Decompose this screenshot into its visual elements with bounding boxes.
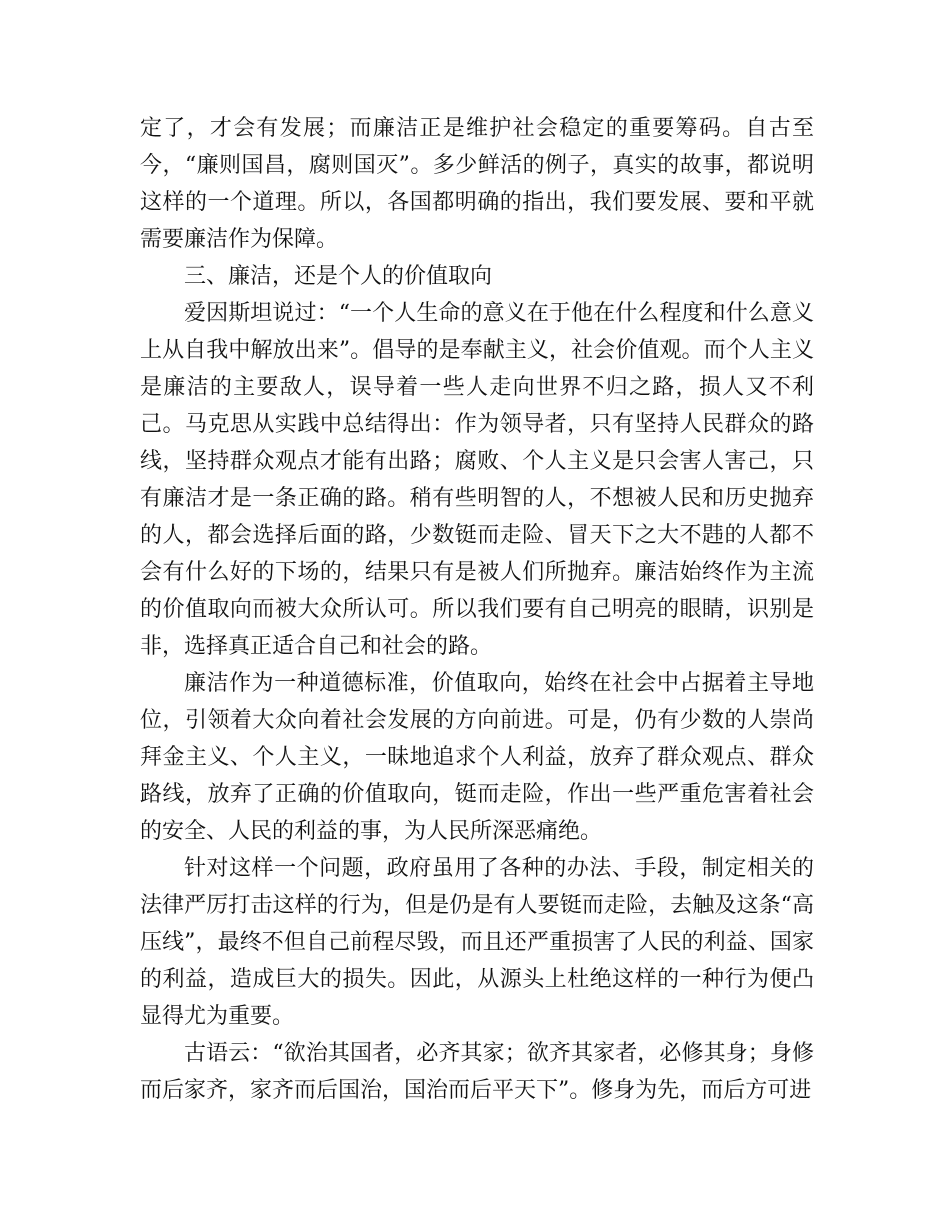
paragraph-moral-standard: 廉洁作为一种道德标准，价值取向，始终在社会中占据着主导地位，引领着大众向着社会发展的方向前进。可是，仍有少数的人崇尚拜金主义、个人主义，一昧地追求个人利益，放弃了群众观点、群众路线，放弃了正确的价值取向，铤而走险，作出一些严重危害着社会的安全、人民的利益的事，为人民所深恶痛绝。 bbox=[140, 671, 814, 844]
paragraph-einstein-quote: 爱因斯坦说过：“一个人生命的意义在于他在什么程度和什么意义上从自我中解放出来”。倡导的是奉献主义，社会价值观。而个人主义是廉洁的主要敌人，误导着一些人走向世界不归之路，损人又不利己。马克思从实践中总结得出：作为领导者，只有坚持人民群众的路线，坚持群众观点才能有出路；腐败、个人主义是只会害人害己，只有廉洁才是一条正确的路。稍有些明智的人，不想被人民和历史抛弃的人，都会选择后面的路，少数铤而走险、冒天下之大不韪的人都不会有什么好的下场的，结果只有是被人们所抛弃。廉洁始终作为主流的价值取向而被大众所认可。所以我们要有自己明亮的眼睛，识别是非，选择真正适合自己和社会的路。 bbox=[140, 301, 814, 659]
paragraph-government-measures: 针对这样一个问题，政府虽用了各种的办法、手段，制定相关的法律严厉打击这样的行为，但是仍是有人要铤而走险，去触及这条“高压线”，最终不但自己前程尽毁，而且还严重损害了人民的利益、国家的利益，造成巨大的损失。因此，从源头上杜绝这样的一种行为便凸显得尤为重要。 bbox=[140, 856, 814, 1029]
paragraph-continuation: 定了，才会有发展；而廉洁正是维护社会稳定的重要筹码。自古至今，“廉则国昌，腐则国灭”。多少鲜活的例子，真实的故事，都说明这样的一个道理。所以，各国都明确的指出，我们要发展、要和平就需要廉洁作为保障。 bbox=[140, 116, 814, 252]
section-heading: 三、廉洁，还是个人的价值取向 bbox=[184, 264, 493, 289]
document-page bbox=[140, 110, 814, 1109]
paragraph-ancient-saying: 古语云：“欲治其国者，必齐其家；欲齐其家者，必修其身；身修而后家齐，家齐而后国治，国治而后平天下”。修身为先，而后方可进 bbox=[140, 1041, 814, 1103]
